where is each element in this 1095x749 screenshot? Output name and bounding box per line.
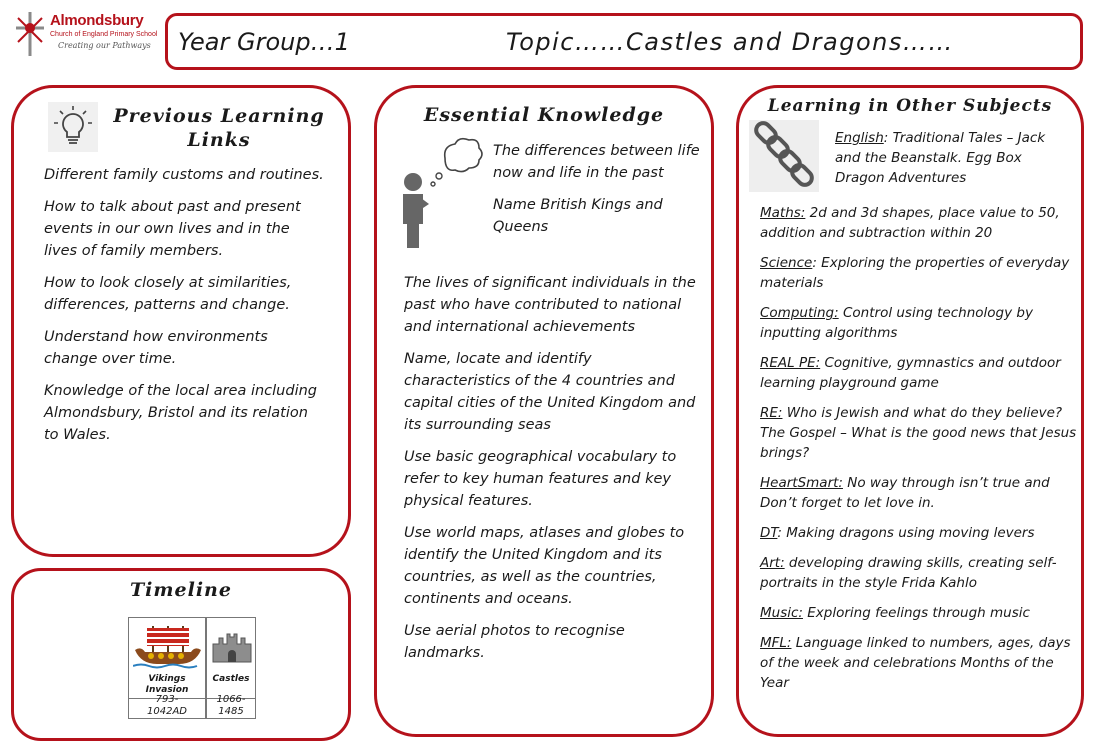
list-item: Name British Kings and Queens xyxy=(493,197,663,235)
other-subjects-list xyxy=(760,203,1080,703)
subject-label: Art: xyxy=(760,555,785,571)
subject-label: RE: xyxy=(760,405,783,421)
timeline-card-years: 793-1042AD xyxy=(147,694,187,717)
previous-learning-list xyxy=(44,164,324,456)
timeline-card-castles xyxy=(206,617,256,719)
timeline-title: Timeline xyxy=(130,579,232,601)
school-crest-icon xyxy=(12,10,48,58)
subject-label: Music: xyxy=(760,605,803,621)
timeline-card-vikings xyxy=(128,617,206,719)
school-name: Almondsbury xyxy=(50,12,144,29)
subject-text: : Making dragons using moving levers xyxy=(777,525,1035,541)
essential-knowledge-panel xyxy=(374,85,714,737)
timeline-card-label: Castles xyxy=(212,674,250,684)
essential-top-list xyxy=(493,140,705,248)
lightbulb-icon xyxy=(48,102,98,152)
list-item: How to look closely at similarities, differences, patterns and change. xyxy=(44,275,292,313)
list-item xyxy=(760,203,1080,243)
subject-text: No way through isn’t true and Don’t forget to let love in. xyxy=(760,475,1050,511)
subject-text: : Traditional Tales – Jack and the Beanstalk. Egg Box Dragon Adventures xyxy=(835,130,1046,186)
previous-learning-panel xyxy=(11,85,351,557)
previous-learning-title: Previous Learning Links xyxy=(113,105,325,151)
subject-label: REAL PE: xyxy=(760,355,821,371)
subject-label: Computing: xyxy=(760,305,839,321)
list-item xyxy=(760,553,1080,593)
list-item xyxy=(760,253,1080,293)
list-item: Use world maps, atlases and globes to identify the United Kingdom and its countries, as well as the countries, continents and oceans. xyxy=(404,525,685,607)
subject-text: 2d and 3d shapes, place value to 50, addition and subtraction within 20 xyxy=(760,205,1060,241)
english-subject xyxy=(835,128,1067,188)
subject-label: Maths: xyxy=(760,205,806,221)
school-logo xyxy=(10,8,158,63)
timeline-card-label: Vikings Invasion xyxy=(145,674,189,695)
list-item: The differences between life now and life in the past xyxy=(493,143,700,181)
list-item: Use aerial photos to recognise landmarks. xyxy=(404,623,625,661)
list-item xyxy=(760,303,1080,343)
list-item: The lives of significant individuals in the past who have contributed to national and international achievements xyxy=(404,275,696,335)
subject-label: Science xyxy=(760,255,813,271)
list-item xyxy=(760,603,1080,623)
castle-icon xyxy=(211,628,253,664)
list-item: Different family customs and routines. xyxy=(44,167,324,183)
thinking-person-icon xyxy=(395,136,483,252)
topic: Topic……Castles and Dragons…… xyxy=(506,28,954,56)
subject-text: Cognitive, gymnastics and outdoor learning playground game xyxy=(760,355,1061,391)
list-item xyxy=(760,523,1080,543)
essential-list xyxy=(404,272,699,674)
subject-text: developing drawing skills, creating self-portraits in the style Frida Kahlo xyxy=(760,555,1057,591)
year-group: Year Group…1 xyxy=(178,28,350,56)
timeline-card-years: 1066-1485 xyxy=(216,694,246,717)
subject-text: Control using technology by inputting algorithms xyxy=(760,305,1033,341)
list-item xyxy=(760,403,1080,463)
list-item: Knowledge of the local area including Almondsbury, Bristol and its relation to Wales. xyxy=(44,383,318,443)
subject-label: HeartSmart: xyxy=(760,475,843,491)
list-item: Use basic geographical vocabulary to refer to key human features and key physical features. xyxy=(404,449,677,509)
list-item: How to talk about past and present events in our own lives and in the lives of family members. xyxy=(44,199,301,259)
subject-label: DT xyxy=(760,525,778,541)
chain-links-icon xyxy=(749,120,819,192)
subject-label: MFL: xyxy=(760,635,792,651)
subject-text: Who is Jewish and what do they believe? The Gospel – What is the good news that Jesus brings? xyxy=(760,405,1077,461)
other-subjects-panel xyxy=(736,85,1084,737)
timeline-panel xyxy=(11,568,351,741)
viking-ship-icon xyxy=(133,622,203,670)
list-item: Name, locate and identify characteristics of the 4 countries and capital cities of the United Kingdom and its surrounding seas xyxy=(404,351,696,433)
school-subtitle: Church of England Primary School xyxy=(50,31,158,38)
other-subjects-title: Learning in Other Subjects xyxy=(767,96,1053,116)
school-motto: Creating our Pathways xyxy=(58,41,151,50)
list-item xyxy=(760,633,1080,693)
subject-text: Language linked to numbers, ages, days of the week and celebrations Months of the Year xyxy=(760,635,1071,691)
header-bar xyxy=(165,13,1083,70)
list-item: Understand how environments change over time. xyxy=(44,329,268,367)
list-item xyxy=(760,473,1080,513)
subject-text: Exploring feelings through music xyxy=(802,605,1030,621)
subject-text: : Exploring the properties of everyday materials xyxy=(760,255,1070,291)
subject-label: English xyxy=(835,130,884,146)
list-item xyxy=(760,353,1080,393)
essential-knowledge-title: Essential Knowledge xyxy=(423,104,665,126)
